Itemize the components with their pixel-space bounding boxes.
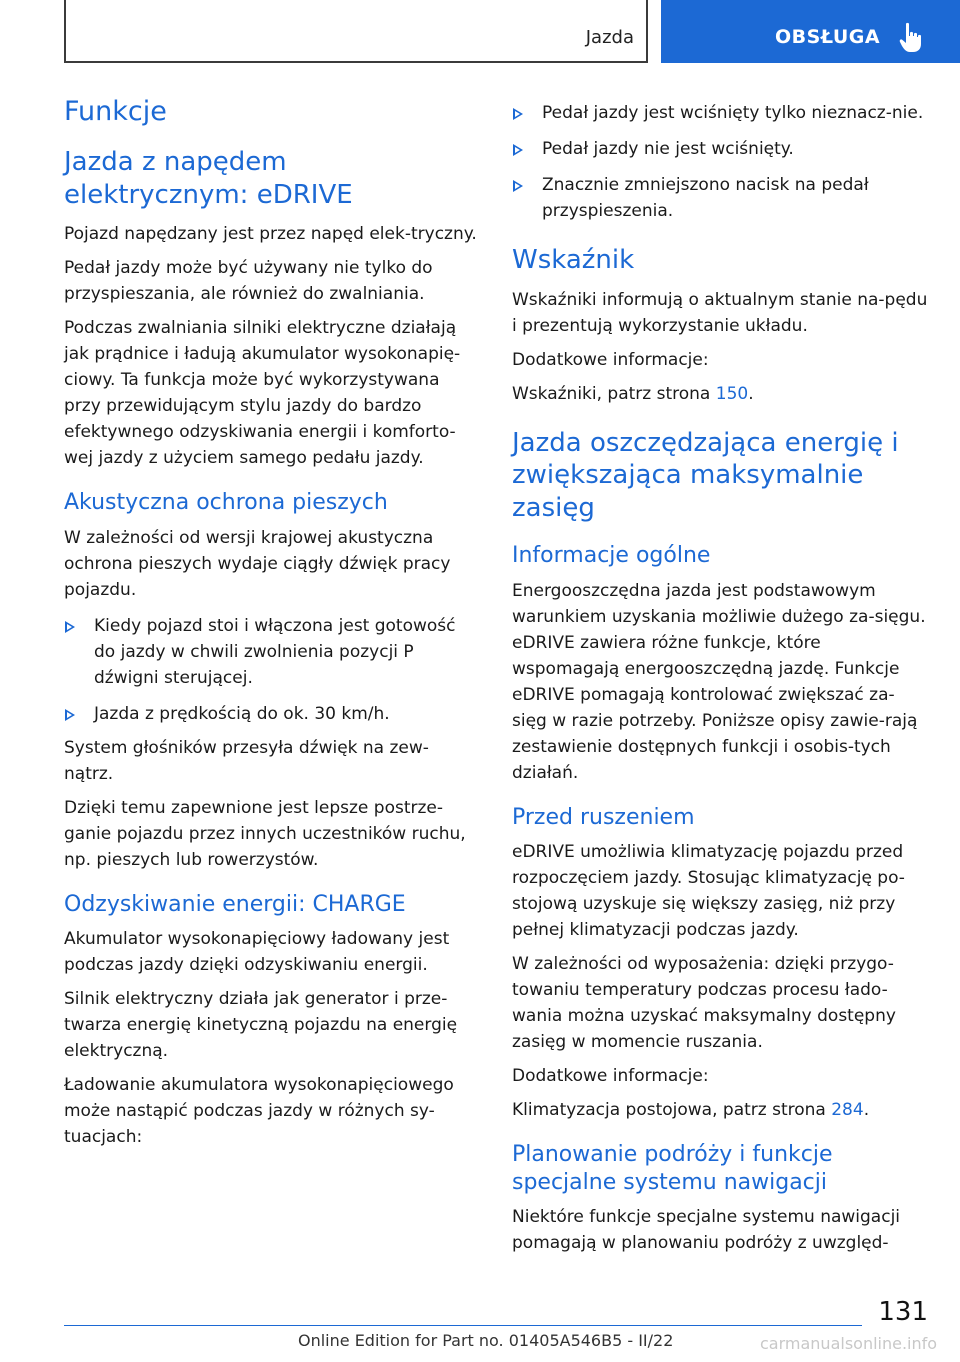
reference-end: . xyxy=(863,1100,870,1120)
paragraph: Pedał jazdy może być używany nie tylko do przyspieszania, ale również do zwalniania. xyxy=(64,258,433,305)
paragraph: Dzięki temu zapewnione jest lepsze postrze-ganie pojazdu przez innych uczestników ruchu, np. pieszych lub rowerzystów. xyxy=(64,797,466,870)
heading-nav: Planowanie podróży i funkcje specjalne systemu nawigacji xyxy=(512,1142,833,1195)
paragraph: Wskaźniki informują o aktualnym stanie na-pędu i prezentują wykorzystanie układu. xyxy=(512,289,928,336)
paragraph: eDRIVE umożliwia klimatyzację pojazdu przed rozpoczęciem jazdy. Stosując klimatyzację po-stojową uzyskuje się większy zasięg, niż przy pełnej klimatyzacji podczas jazdy. xyxy=(512,842,905,940)
page-title: Funkcje xyxy=(64,96,167,127)
triangle-bullet-icon xyxy=(513,108,523,120)
reference-end: . xyxy=(748,383,754,404)
list-item-text: Kiedy pojazd stoi i włączona jest gotowość do jazdy w chwili zwolnienia pozycji P dźwigni sterującej. xyxy=(94,615,456,688)
page-link-150[interactable]: 150 xyxy=(715,383,749,404)
list-item-text: Pedał jazdy nie jest wciśnięty. xyxy=(542,139,794,159)
triangle-bullet-icon xyxy=(513,180,523,192)
triangle-bullet-icon xyxy=(65,709,75,721)
heading-before: Przed ruszeniem xyxy=(512,804,695,830)
list-item-text: Pedał jazdy jest wciśnięty tylko nieznacz-nie. xyxy=(542,103,924,123)
edition-text: Online Edition for Part no. 01405A546B5 - II/22 xyxy=(298,1331,674,1350)
list-item-text: Jazda z prędkością do ok. 30 km/h. xyxy=(94,703,390,724)
list-item xyxy=(64,613,478,691)
header-section-box xyxy=(64,0,648,63)
hand-pointer-icon xyxy=(899,22,923,54)
paragraph: Dodatkowe informacje: xyxy=(512,1066,709,1086)
paragraph: Silnik elektryczny działa jak generator i prze-twarza energię kinetyczną pojazdu na energię elektryczną. xyxy=(64,989,458,1062)
heading-charge: Odzyskiwanie energii: CHARGE xyxy=(64,891,406,917)
page-number: 131 xyxy=(878,1297,928,1327)
triangle-bullet-icon xyxy=(513,144,523,156)
list-item-text: Znacznie zmniejszono nacisk na pedał przyspieszenia. xyxy=(542,175,869,221)
triangle-bullet-icon xyxy=(65,621,75,633)
heading-indicator: Wskaźnik xyxy=(512,245,635,275)
heading-eco: Jazda oszczędzająca energię i zwiększająca maksymalnie zasięg xyxy=(512,427,899,523)
chapter-title: OBSŁUGA xyxy=(775,26,881,48)
paragraph: Akumulator wysokonapięciowy ładowany jest podczas jazdy dzięki odzyskiwaniu energii. xyxy=(64,929,450,976)
heading-general: Informacje ogólne xyxy=(512,543,711,568)
header-chapter-box xyxy=(661,0,960,63)
paragraph: W zależności od wyposażenia: dzięki przygo-towaniu temperatury podczas procesu łado-wania można uzyskać maksymalny dostępny zasięg w momencie ruszania. xyxy=(512,954,896,1052)
list-item xyxy=(512,100,928,126)
reference-line xyxy=(512,381,928,407)
paragraph: Ładowanie akumulatora wysokonapięciowego może nastąpić podczas jazdy w różnych sy-tuacjach: xyxy=(64,1075,454,1148)
section-title: Jazda xyxy=(585,27,634,48)
left-column xyxy=(64,96,478,1158)
footer-divider xyxy=(64,1325,862,1326)
paragraph: Pojazd napędzany jest przez napęd elek-tryczny. xyxy=(64,224,477,245)
list-item xyxy=(512,172,928,224)
paragraph: W zależności od wersji krajowej akustyczna ochrona pieszych wydaje ciągły dźwięk pracy pojazdu. xyxy=(64,527,451,600)
paragraph: Podczas zwalniania silniki elektryczne działają jak prądnice i ładują akumulator wysokonapię-ciowy. Ta funkcja może być wykorzystywana przy przewidującym stylu jazdy do bardzo efektywnego odzyskiwania energii i komforto-wej jazdy z użyciem samego pedału jazdy. xyxy=(64,318,461,469)
reference-line xyxy=(512,1097,928,1123)
paragraph: Niektóre funkcje specjalne systemu nawigacji pomagają w planowaniu podróży z uwzględ- xyxy=(512,1207,901,1253)
paragraph: System głośników przesyła dźwięk na zew-nątrz. xyxy=(64,737,429,784)
heading-acoustic: Akustyczna ochrona pieszych xyxy=(64,490,388,516)
list-item xyxy=(64,701,478,727)
page-link-284[interactable]: 284 xyxy=(831,1100,864,1120)
reference-text: Wskaźniki, patrz strona xyxy=(512,383,716,404)
heading-edrive: Jazda z napędem elektrycznym: eDRIVE xyxy=(64,147,353,210)
paragraph: Dodatkowe informacje: xyxy=(512,349,709,370)
list-item xyxy=(512,136,928,162)
watermark: carmanualsonline.info xyxy=(760,1334,938,1353)
paragraph: Energooszczędna jazda jest podstawowym warunkiem uzyskania możliwie dużego za-sięgu. eDRIVE zawiera różne funkcje, które wspomagają energooszczędną jazdę. Funkcje eDRIVE pomagają kontrolować zwiększać za-sięg w razie potrzeby. Poniższe opisy zawie-rają zestawienie dostępnych funkcji i osobis-tych działań. xyxy=(512,580,926,783)
right-column xyxy=(512,96,928,1264)
reference-text: Klimatyzacja postojowa, patrz strona xyxy=(512,1100,832,1120)
